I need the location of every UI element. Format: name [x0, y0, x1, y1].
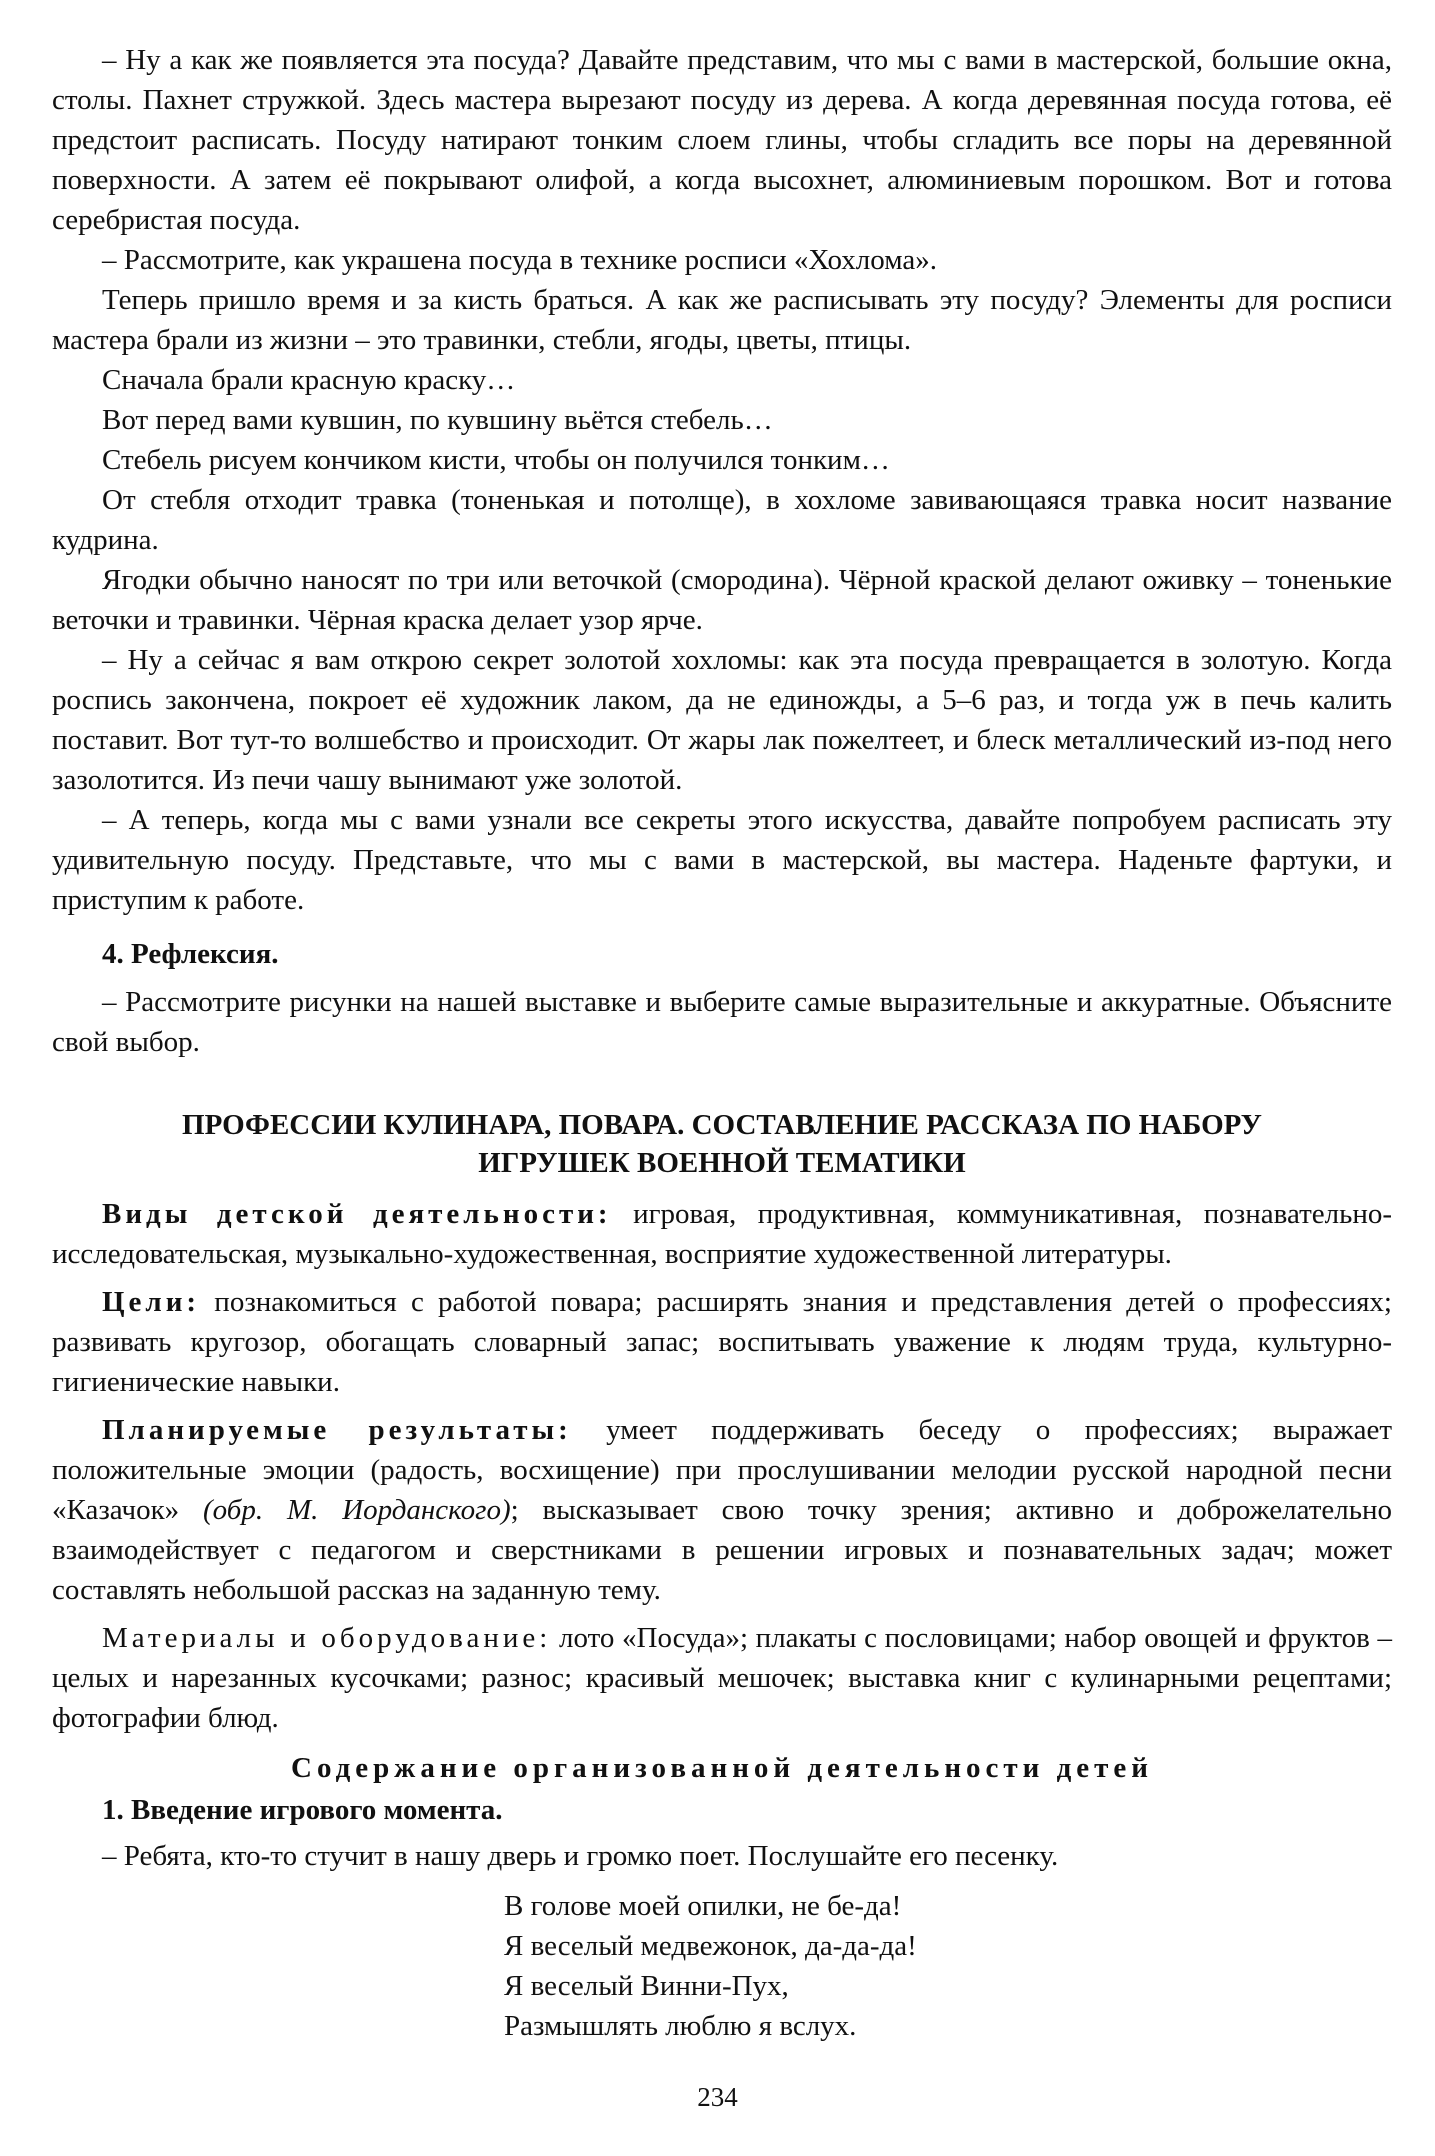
- results-text: умеет поддерживать беседу о профессиях; выражает положительные эмоции (радость, восхищение) при прослушивании мелодии русской народной песни «Казачок»: [52, 1414, 1392, 1526]
- lesson-title: [52, 1106, 1392, 1182]
- goals-label: Цели:: [102, 1286, 201, 1318]
- verse-line: В голове моей опилки, не бе-да!: [504, 1890, 902, 1922]
- lesson-title-line: ИГРУШЕК ВОЕННОЙ ТЕМАТИКИ: [478, 1147, 966, 1179]
- paragraph: – Рассмотрите, как украшена посуда в технике росписи «Хохлома».: [102, 244, 937, 276]
- paragraph: Вот перед вами кувшин, по кувшину вьётся стебель…: [102, 404, 773, 436]
- page-number: 234: [697, 2082, 738, 2112]
- materials-label: Материалы и оборудование:: [102, 1622, 552, 1654]
- verse-line: Я веселый медвежонок, да-да-да!: [504, 1930, 917, 1962]
- goals-paragraph: [52, 1282, 1392, 1402]
- paragraph: Ягодки обычно наносят по три или веточкой (смородина). Чёрной краской делают оживку – тоненькие веточки и травинки. Чёрная краска делает узор ярче.: [52, 564, 1392, 636]
- verse: [504, 1886, 1392, 2046]
- reflection-text: – Рассмотрите рисунки на нашей выставке и выберите самые выразительные и аккуратные. Объясните свой выбор.: [52, 986, 1392, 1058]
- step1-heading: 1. Введение игрового момента.: [102, 1794, 503, 1826]
- results-italic: (обр. М. Иорданского): [203, 1494, 511, 1526]
- content-heading: Содержание организованной деятельности детей: [291, 1752, 1153, 1784]
- activities-text: игровая, продуктивная, коммуникативная, познавательно-исследовательская, музыкально-художественная, восприятие художественной литературы.: [52, 1198, 1393, 1270]
- step1-text: – Ребята, кто-то стучит в нашу дверь и громко поет. Послушайте его песенку.: [102, 1840, 1059, 1872]
- lesson-title-line: ПРОФЕССИИ КУЛИНАРА, ПОВАРА. СОСТАВЛЕНИЕ РАССКАЗА ПО НАБОРУ: [182, 1109, 1262, 1141]
- verse-line: Я веселый Винни-Пух,: [504, 1970, 789, 2002]
- document-page: [52, 40, 1392, 2046]
- materials-text: лото «Посуда»; плакаты с пословицами; набор овощей и фруктов – целых и нарезанных кусочками; разнос; красивый мешочек; выставка книг с кулинарными рецептами; фотографии блюд.: [52, 1622, 1392, 1734]
- paragraph: – Ну а сейчас я вам открою секрет золотой хохломы: как эта посуда превращается в золотую. Когда роспись закончена, покроет её художник лаком, да не единожды, а 5–6 раз, и тогда уж в печь калить поставит. Вот тут-то волшебство и происходит. От жары лак пожелтеет, и блеск металлический из-под него зазолотится. Из печи чашу вынимают уже золотой.: [52, 644, 1392, 796]
- paragraph: Теперь пришло время и за кисть браться. А как же расписывать эту посуду? Элементы для росписи мастера брали из жизни – это травинки, стебли, ягоды, цветы, птицы.: [52, 284, 1392, 356]
- paragraph: – А теперь, когда мы с вами узнали все секреты этого искусства, давайте попробуем расписать эту удивительную посуду. Представьте, что мы с вами в мастерской, вы мастера. Наденьте фартуки, и приступим к работе.: [52, 804, 1392, 916]
- goals-text: познакомиться с работой повара; расширять знания и представления детей о профессиях; развивать кругозор, обогащать словарный запас; воспитывать уважение к людям труда, культурно-гигиенические навыки.: [52, 1286, 1392, 1398]
- activities-label: Виды детской деятельности:: [102, 1198, 612, 1230]
- results-paragraph: [52, 1410, 1392, 1610]
- reflection-heading: 4. Рефлексия.: [102, 938, 279, 970]
- results-text: ; высказывает свою точку зрения; активно и доброжелательно взаимодействует с педагогом и сверстниками в решении игровых и познавательных задач; может составлять небольшой рассказ на заданную тему.: [52, 1494, 1392, 1606]
- results-label: Планируемые результаты:: [102, 1414, 572, 1446]
- activities-paragraph: [52, 1194, 1392, 1274]
- paragraph: Сначала брали красную краску…: [102, 364, 516, 396]
- verse-line: Размышлять люблю я вслух.: [504, 2010, 857, 2042]
- paragraph: От стебля отходит травка (тоненькая и потолще), в хохломе завивающаяся травка носит название кудрина.: [52, 484, 1392, 556]
- materials-paragraph: [52, 1618, 1392, 1738]
- paragraph: Стебель рисуем кончиком кисти, чтобы он получился тонким…: [102, 444, 890, 476]
- paragraph: – Ну а как же появляется эта посуда? Давайте представим, что мы с вами в мастерской, большие окна, столы. Пахнет стружкой. Здесь мастера вырезают посуду из дерева. А когда деревянная посуда готова, её предстоит расписать. Посуду натирают тонким слоем глины, чтобы сгладить все поры на деревянной поверхности. А затем её покрывают олифой, а когда высохнет, алюминиевым порошком. Вот и готова серебристая посуда.: [52, 44, 1392, 236]
